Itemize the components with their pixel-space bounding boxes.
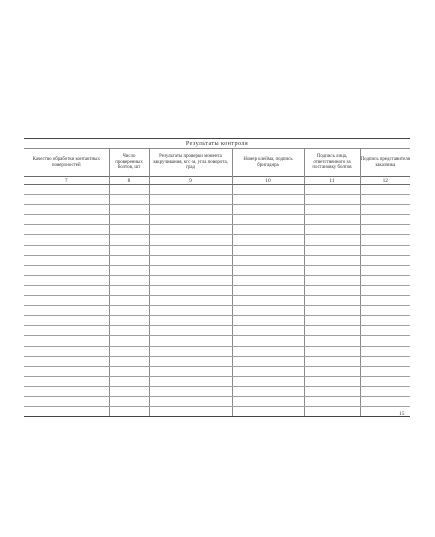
table-row xyxy=(24,255,410,265)
form-cell[interactable] xyxy=(304,255,360,265)
form-cell[interactable] xyxy=(304,336,360,346)
form-cell[interactable] xyxy=(24,255,109,265)
form-cell[interactable] xyxy=(149,336,232,346)
form-cell[interactable] xyxy=(360,396,410,406)
form-cell[interactable] xyxy=(304,316,360,326)
form-cell[interactable] xyxy=(232,215,304,225)
form-cell[interactable] xyxy=(232,205,304,215)
form-cell[interactable] xyxy=(232,285,304,295)
form-cell[interactable] xyxy=(232,255,304,265)
form-cell[interactable] xyxy=(149,376,232,386)
form-cell[interactable] xyxy=(304,356,360,366)
form-cell[interactable] xyxy=(24,215,109,225)
form-cell[interactable] xyxy=(149,346,232,356)
column-number-5: 11 xyxy=(304,177,360,185)
column-header-2: Число проверенных болтов, шт xyxy=(109,149,149,177)
form-cell[interactable] xyxy=(360,195,410,205)
form-cell[interactable] xyxy=(232,225,304,235)
form-cell[interactable] xyxy=(24,265,109,275)
form-cell[interactable] xyxy=(360,356,410,366)
form-cell[interactable] xyxy=(304,225,360,235)
form-cell[interactable] xyxy=(149,215,232,225)
form-cell[interactable] xyxy=(232,265,304,275)
table-row xyxy=(24,356,410,366)
form-cell[interactable] xyxy=(232,376,304,386)
form-cell[interactable] xyxy=(360,275,410,285)
section-title: Результаты контроля xyxy=(24,139,410,149)
form-cell[interactable] xyxy=(232,346,304,356)
form-cell[interactable] xyxy=(360,306,410,316)
form-cell[interactable] xyxy=(109,255,149,265)
table-body xyxy=(24,185,410,417)
form-cell[interactable] xyxy=(149,306,232,316)
table-row xyxy=(24,185,410,195)
form-cell[interactable] xyxy=(109,245,149,255)
form-cell[interactable] xyxy=(149,235,232,245)
form-cell[interactable] xyxy=(24,225,109,235)
form-cell[interactable] xyxy=(360,265,410,275)
form-cell[interactable] xyxy=(360,235,410,245)
table-row xyxy=(24,265,410,275)
form-cell[interactable] xyxy=(24,336,109,346)
form-cell[interactable] xyxy=(304,205,360,215)
form-cell[interactable] xyxy=(109,316,149,326)
form-cell[interactable] xyxy=(304,386,360,396)
form-cell[interactable] xyxy=(304,407,360,417)
form-cell[interactable] xyxy=(360,316,410,326)
form-cell[interactable] xyxy=(360,205,410,215)
table-row xyxy=(24,407,410,417)
form-cell[interactable] xyxy=(304,195,360,205)
form-cell[interactable] xyxy=(109,235,149,245)
table-row xyxy=(24,376,410,386)
form-cell[interactable] xyxy=(360,255,410,265)
form-cell[interactable] xyxy=(232,366,304,376)
form-cell[interactable] xyxy=(304,326,360,336)
page-number: 15 xyxy=(399,411,405,417)
form-cell[interactable] xyxy=(360,225,410,235)
column-number-6: 12 xyxy=(360,177,410,185)
column-number-3: 9 xyxy=(149,177,232,185)
column-header-4: Номер клейма, подпись бригадира xyxy=(232,149,304,177)
form-cell[interactable] xyxy=(109,215,149,225)
form-cell[interactable] xyxy=(149,255,232,265)
form-cell[interactable] xyxy=(109,386,149,396)
form-cell[interactable] xyxy=(109,296,149,306)
column-number-4: 10 xyxy=(232,177,304,185)
column-number-1: 7 xyxy=(24,177,109,185)
form-cell[interactable] xyxy=(232,275,304,285)
form-cell[interactable] xyxy=(360,296,410,306)
form-cell[interactable] xyxy=(24,245,109,255)
form-cell[interactable] xyxy=(24,275,109,285)
form-cell[interactable] xyxy=(24,356,109,366)
form-cell[interactable] xyxy=(109,275,149,285)
form-cell[interactable] xyxy=(149,356,232,366)
form-cell[interactable] xyxy=(304,306,360,316)
table-row xyxy=(24,235,410,245)
form-cell[interactable] xyxy=(360,326,410,336)
column-number-2: 8 xyxy=(109,177,149,185)
form-cell[interactable] xyxy=(24,306,109,316)
form-cell[interactable] xyxy=(360,336,410,346)
form-cell[interactable] xyxy=(149,225,232,235)
table-row xyxy=(24,215,410,225)
form-cell[interactable] xyxy=(109,306,149,316)
form-cell[interactable] xyxy=(149,265,232,275)
table-row xyxy=(24,296,410,306)
form-cell[interactable] xyxy=(109,356,149,366)
form-cell[interactable] xyxy=(360,346,410,356)
form-cell[interactable] xyxy=(24,296,109,306)
table-row xyxy=(24,316,410,326)
form-cell[interactable] xyxy=(24,185,109,195)
form-cell[interactable] xyxy=(232,306,304,316)
form-cell[interactable] xyxy=(232,396,304,406)
column-header-5: Подпись лица, ответственного за постановку болтов xyxy=(304,149,360,177)
form-cell[interactable] xyxy=(232,185,304,195)
form-cell[interactable] xyxy=(304,396,360,406)
form-cell[interactable] xyxy=(24,285,109,295)
form-cell[interactable] xyxy=(232,326,304,336)
column-header-3: Результаты проверки момента закручивания, кгс·м, угла поворота, град xyxy=(149,149,232,177)
form-cell[interactable] xyxy=(304,245,360,255)
form-cell[interactable] xyxy=(109,265,149,275)
form-cell[interactable] xyxy=(232,245,304,255)
form-cell[interactable] xyxy=(109,285,149,295)
form-cell[interactable] xyxy=(232,386,304,396)
table-row xyxy=(24,195,410,205)
form-cell[interactable] xyxy=(24,326,109,336)
form-cell[interactable] xyxy=(24,205,109,215)
form-cell[interactable] xyxy=(149,205,232,215)
form-cell[interactable] xyxy=(304,285,360,295)
form-cell[interactable] xyxy=(304,346,360,356)
form-cell[interactable] xyxy=(360,376,410,386)
form-cell[interactable] xyxy=(109,407,149,417)
form-cell[interactable] xyxy=(232,336,304,346)
form-cell[interactable] xyxy=(149,386,232,396)
form-cell[interactable] xyxy=(232,195,304,205)
table-row xyxy=(24,346,410,356)
form-cell[interactable] xyxy=(109,346,149,356)
form-cell[interactable] xyxy=(304,265,360,275)
form-cell[interactable] xyxy=(24,195,109,205)
form-cell[interactable] xyxy=(149,326,232,336)
form-cell[interactable] xyxy=(109,326,149,336)
table-row xyxy=(24,396,410,406)
form-cell[interactable] xyxy=(232,235,304,245)
form-cell[interactable] xyxy=(149,396,232,406)
form-cell[interactable] xyxy=(232,407,304,417)
table-row xyxy=(24,336,410,346)
form-cell[interactable] xyxy=(109,376,149,386)
form-cell[interactable] xyxy=(360,245,410,255)
form-cell[interactable] xyxy=(24,386,109,396)
form-cell[interactable] xyxy=(304,235,360,245)
form-cell[interactable] xyxy=(232,296,304,306)
form-cell[interactable] xyxy=(304,376,360,386)
table-row xyxy=(24,285,410,295)
form-cell[interactable] xyxy=(149,245,232,255)
table-row xyxy=(24,245,410,255)
table-row xyxy=(24,306,410,316)
table-row xyxy=(24,205,410,215)
column-header-1: Качество обработки контактных поверхностей xyxy=(32,156,100,168)
column-header-6: Подпись представителя заказчика xyxy=(360,149,410,177)
form-cell[interactable] xyxy=(232,356,304,366)
table-row xyxy=(24,275,410,285)
form-cell[interactable] xyxy=(149,275,232,285)
form-cell[interactable] xyxy=(109,205,149,215)
form-cell[interactable] xyxy=(149,285,232,295)
form-cell[interactable] xyxy=(24,376,109,386)
form-cell[interactable] xyxy=(109,195,149,205)
form-cell[interactable] xyxy=(24,407,109,417)
table-row xyxy=(24,326,410,336)
form-cell[interactable] xyxy=(304,185,360,195)
form-cell[interactable] xyxy=(360,185,410,195)
form-cell[interactable] xyxy=(149,185,232,195)
form-cell[interactable] xyxy=(24,235,109,245)
form-cell[interactable] xyxy=(109,396,149,406)
form-cell[interactable] xyxy=(24,366,109,376)
form-cell[interactable] xyxy=(24,396,109,406)
form-cell[interactable] xyxy=(149,195,232,205)
form-cell[interactable] xyxy=(304,296,360,306)
form-cell[interactable] xyxy=(360,285,410,295)
form-cell[interactable] xyxy=(360,366,410,376)
form-cell[interactable] xyxy=(304,215,360,225)
form-cell[interactable] xyxy=(360,386,410,396)
form-cell[interactable] xyxy=(304,275,360,285)
table-row xyxy=(24,225,410,235)
form-cell[interactable] xyxy=(109,225,149,235)
form-cell[interactable] xyxy=(304,366,360,376)
table-row xyxy=(24,366,410,376)
form-cell[interactable] xyxy=(149,316,232,326)
form-cell[interactable] xyxy=(360,215,410,225)
form-cell[interactable] xyxy=(109,185,149,195)
form-cell[interactable] xyxy=(109,366,149,376)
form-cell[interactable] xyxy=(149,407,232,417)
form-cell[interactable] xyxy=(109,336,149,346)
control-results-table xyxy=(24,138,410,417)
form-cell[interactable] xyxy=(149,366,232,376)
form-cell[interactable] xyxy=(232,316,304,326)
table-row xyxy=(24,386,410,396)
form-cell[interactable] xyxy=(24,316,109,326)
form-cell[interactable] xyxy=(149,296,232,306)
form-cell[interactable] xyxy=(24,346,109,356)
